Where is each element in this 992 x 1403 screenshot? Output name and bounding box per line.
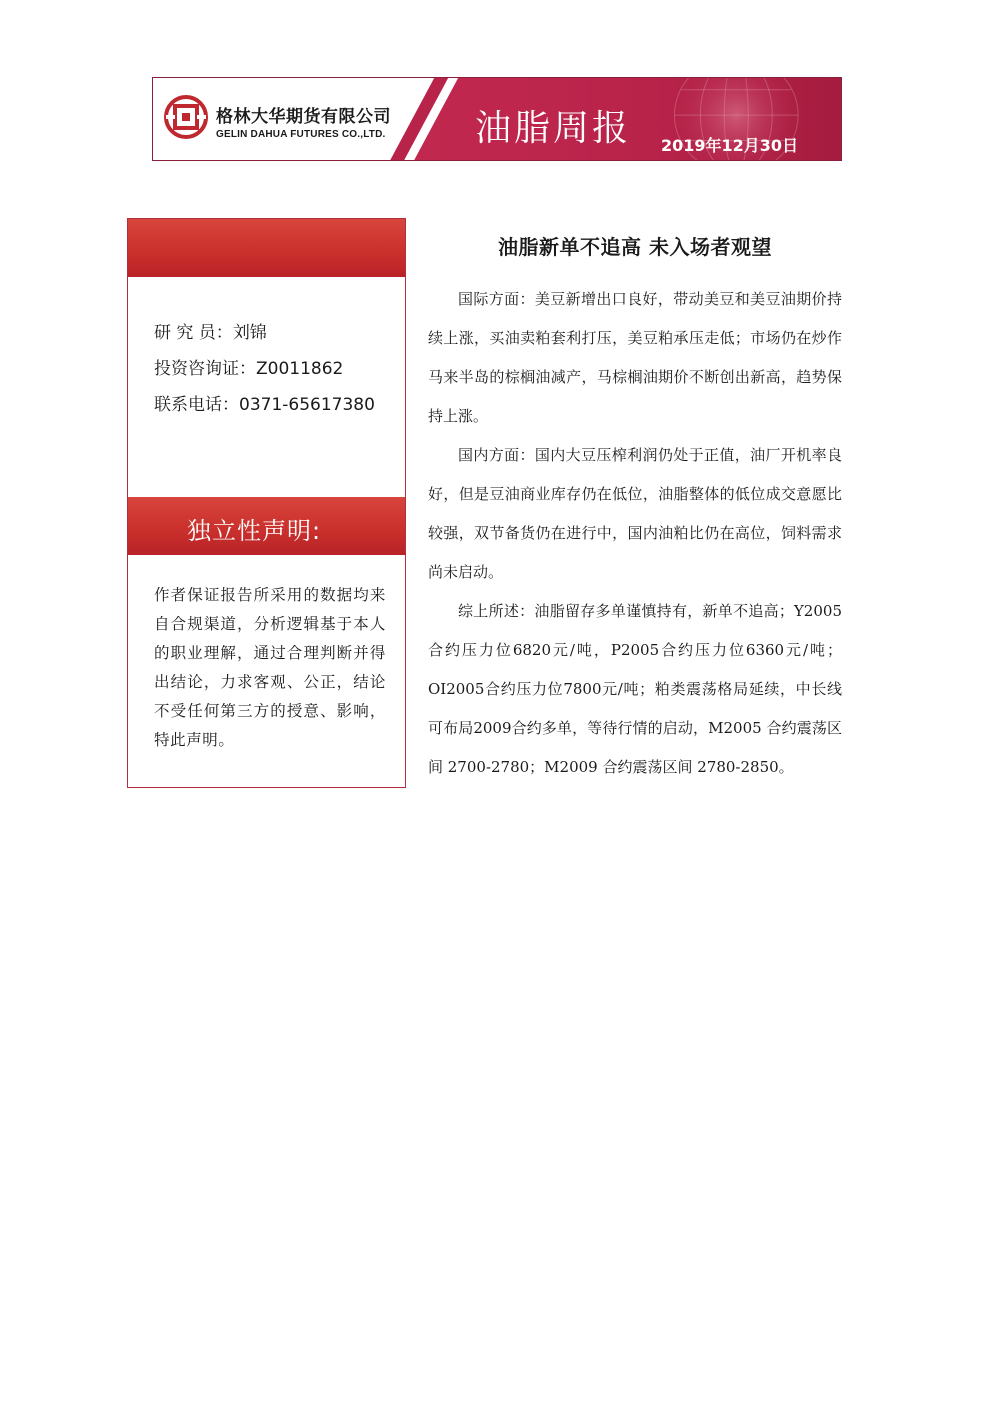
article xyxy=(428,230,842,787)
article-title: 油脂新单不追高 未入场者观望 xyxy=(498,235,772,259)
declaration-header-bar xyxy=(128,497,405,555)
researcher-name: 刘锦 xyxy=(232,323,267,343)
phone-number: 0371-65617380 xyxy=(239,395,375,415)
gelin-dahua-logo-icon xyxy=(164,95,208,139)
declaration-text: 作者保证报告所采用的数据均来自合规渠道，分析逻辑基于本人的职业理解，通过合理判断并得出结论，力求客观、公正，结论不受任何第三方的授意、影响，特此声明。 xyxy=(154,586,386,749)
report-date: 2019年12月30日 xyxy=(661,136,799,155)
license-label: 投资咨询证： xyxy=(154,359,256,379)
info-box-header-bar xyxy=(128,219,405,277)
article-paragraph: 综上所述：油脂留存多单谨慎持有，新单不追高；Y2005合约压力位6820元/吨，P2005合约压力位6360元/吨；OI2005合约压力位7800元/吨；粕类震荡格局延续，中长线可布局2009合约多单，等待行情的启动，M2005 合约震荡区间 2700-2780；M2009 合约震荡区间 2780-2850。 xyxy=(428,602,842,776)
company-name-cn: 格林大华期货有限公司 xyxy=(216,107,391,127)
researcher-label: 研 究 员： xyxy=(154,323,233,343)
article-paragraph: 国内方面：国内大豆压榨利润仍处于正值，油厂开机率良好，但是豆油商业库存仍在低位，油脂整体的低位成交意愿比较强，双节备货仍在进行中，国内油粕比仍在高位，饲料需求尚未启动。 xyxy=(428,446,842,581)
report-header-banner xyxy=(152,77,842,161)
phone-label: 联系电话： xyxy=(154,395,239,415)
company-name-en: GELIN DAHUA FUTURES CO.,LTD. xyxy=(216,129,386,140)
report-title: 油脂周报 xyxy=(475,108,632,149)
researcher-line xyxy=(154,315,375,351)
analyst-info-box xyxy=(127,218,406,788)
article-paragraph: 国际方面：美豆新增出口良好，带动美豆和美豆油期价持续上涨，买油卖粕套利打压，美豆粕承压走低；市场仍在炒作马来半岛的棕榈油减产，马棕榈油期价不断创出新高，趋势保持上涨。 xyxy=(428,290,842,425)
phone-line xyxy=(154,387,375,423)
license-line xyxy=(154,351,375,387)
declaration-title: 独立性声明: xyxy=(187,517,322,545)
analyst-details xyxy=(154,315,375,423)
license-number: Z0011862 xyxy=(256,359,344,379)
